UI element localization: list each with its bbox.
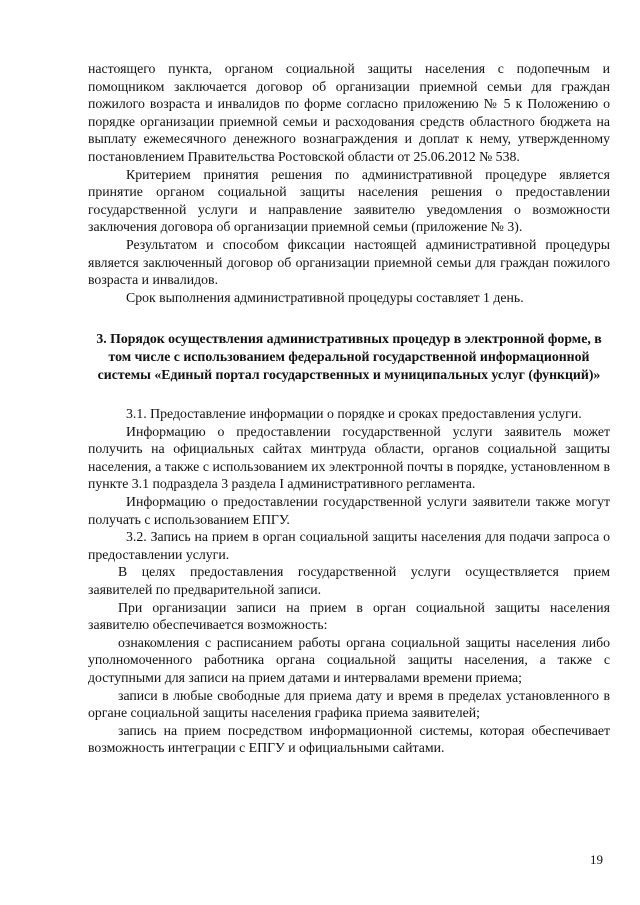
- list-item-schedule: ознакомления с расписанием работы органа социальной защиты населения либо уполномоченного работника органа социальной защиты населения, а также с доступными для записи на прием датами и интервалами времени приема;: [88, 634, 610, 685]
- paragraph-appointment-options: При организации записи на прием в орган социальной защиты населения заявителю обеспечивается возможность:: [88, 599, 610, 633]
- list-item-info-system: запись на прием посредством информационной системы, которая обеспечивает возможность интеграции с ЕПГУ и официальными сайтами.: [88, 722, 610, 756]
- paragraph-3-2-title: 3.2. Запись на прием в орган социальной защиты населения для подачи запроса о предоставлении услуги.: [88, 529, 610, 562]
- paragraph-3-1-title: 3.1. Предоставление информации о порядке и сроках предоставления услуги.: [126, 406, 582, 422]
- paragraph-decision-criterion: Критерием принятия решения по административной процедуре является принятие органом социальной защиты населения решения о предоставлении государственной услуги и направление заявителю уведомления о возможности заключения договора об организации приемной семьи (приложение № 3).: [88, 166, 610, 235]
- list-item-free-slots: записи в любые свободные для приема дату и время в пределах установленного в органе социальной защиты населения графика приема заявителей;: [88, 687, 610, 721]
- paragraph-info-websites: Информацию о предоставлении государственной услуги заявитель может получить на официальных сайтах минтруда области, органов социальной защиты населения, а также с использованием их электронной почты в порядке, установленном в пункте 3.1 подраздела 3 раздела I административного регламента.: [88, 423, 610, 492]
- paragraph-continuation: настоящего пункта, органом социальной защиты населения с подопечным и помощником заключается договор об организации приемной семьи для граждан пожилого возраста и инвалидов по форме согласно приложению № 5 к Положению о порядке организации приемной семьи и расходования средств областного бюджета на выплату ежемесячного денежного вознаграждения и доплат к нему, утвержденному постановлением Правительства Ростовской области от 25.06.2012 № 538.: [88, 61, 610, 164]
- section-heading: 3. Порядок осуществления административных процедур в электронной форме, в том числе с использованием федеральной государственной информационной системы «Единый портал государственных и муниципальных услуг (функций)»: [96, 331, 602, 382]
- paragraph-procedure-result: Результатом и способом фиксации настоящей административной процедуры является заключенный договор об организации приемной семьи для граждан пожилого возраста и инвалидов.: [88, 236, 610, 288]
- document-body: [88, 60, 610, 757]
- paragraph-preliminary-appointment: В целях предоставления государственной услуги осуществляется прием заявителей по предварительной записи.: [88, 564, 610, 598]
- page-number: 19: [590, 852, 603, 867]
- paragraph-procedure-term: Срок выполнения административной процедуры составляет 1 день.: [126, 289, 524, 305]
- paragraph-info-epgu: Информацию о предоставлении государственной услуги заявители также могут получать с использованием ЕПГУ.: [88, 494, 610, 527]
